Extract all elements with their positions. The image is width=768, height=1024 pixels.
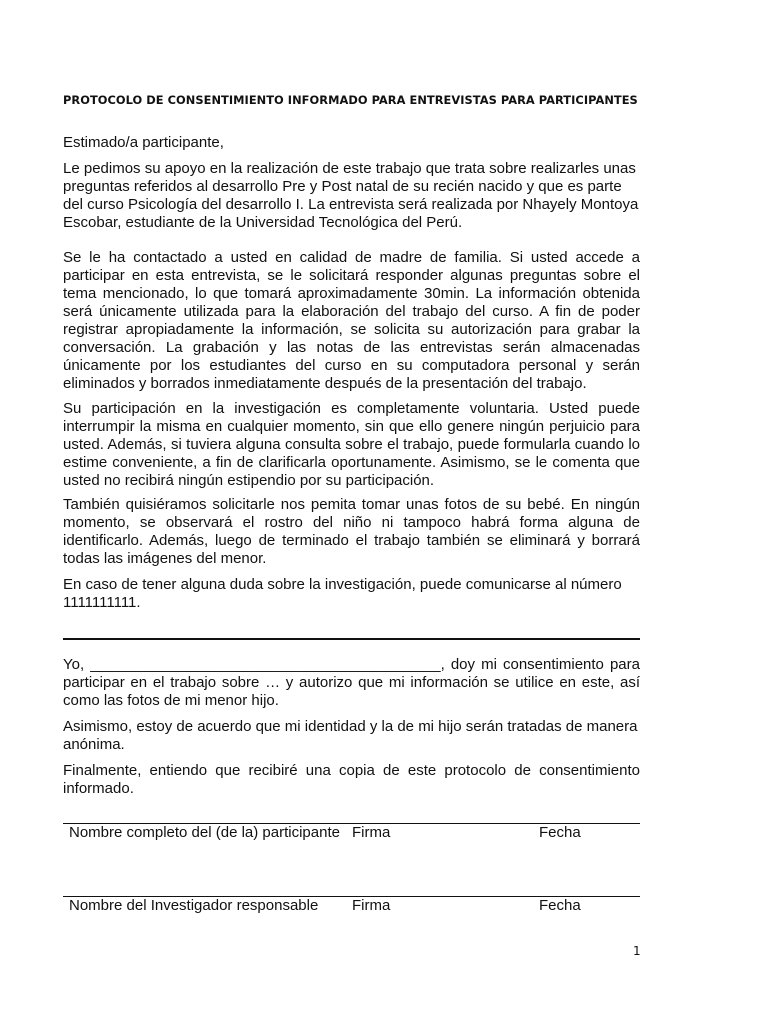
participant-signature-label: Firma	[352, 824, 391, 841]
document-title: PROTOCOLO DE CONSENTIMIENTO INFORMADO PARA ENTREVISTAS PARA PARTICIPANTES	[63, 93, 638, 107]
participant-name-label: Nombre completo del (de la) participante	[69, 824, 340, 841]
researcher-date-label: Fecha	[539, 897, 581, 914]
paragraph-photos: También quisiéramos solicitarle nos pemita tomar unas fotos de su bebé. En ningún momento, se observará el rostro del niño ni tampoco habrá forma alguna de identificarlo. Además, luego de terminado el trabajo también se eliminará y borrará todas las imágenes del menor.	[63, 496, 640, 567]
page-number: 1	[633, 944, 641, 958]
researcher-signature-label: Firma	[352, 897, 391, 914]
consent-anonymity: Asimismo, estoy de acuerdo que mi identidad y la de mi hijo serán tratadas de manera anónima.	[63, 718, 638, 753]
consent-copy: Finalmente, entiendo que recibiré una copia de este protocolo de consentimiento informado.	[63, 762, 640, 797]
researcher-name-label: Nombre del Investigador responsable	[69, 897, 319, 914]
participant-date-label: Fecha	[539, 824, 581, 841]
paragraph-voluntary: Su participación en la investigación es completamente voluntaria. Usted puede interrumpir la misma en cualquier momento, sin que ello genere ningún perjuicio para usted. Además, si tuviera alguna consulta sobre el trabajo, puede formularla cuando lo estime conveniente, a fin de clarificarla oportunamente. Asimismo, se le comenta que usted no recibirá ningún estipendio por su participación.	[63, 400, 640, 489]
paragraph-contact-number: En caso de tener alguna duda sobre la investigación, puede comunicarse al número 1111111111.	[63, 576, 622, 611]
paragraph-intro: Le pedimos su apoyo en la realización de este trabajo que trata sobre realizarles unas preguntas referidos al desarrollo Pre y Post natal de su recién nacido y que es parte del curso Psicología del desarrollo I. La entrevista será realizada por Nhayely Montoya Escobar, estudiante de la Universidad Tecnológica del Perú.	[63, 160, 639, 231]
consent-statement: Yo, __________________________________________, doy mi consentimiento para participar en el trabajo sobre … y autorizo que mi información se utilice en este, así como las fotos de mi menor hijo.	[63, 656, 640, 709]
greeting: Estimado/a participante,	[63, 134, 224, 151]
section-divider	[63, 638, 640, 640]
paragraph-contact: Se le ha contactado a usted en calidad de madre de familia. Si usted accede a participar en esta entrevista, se le solicitará responder algunas preguntas sobre el tema mencionado, lo que tomará aproximadamente 30min. La información obtenida será únicamente utilizada para la elaboración del trabajo del curso. A fin de poder registrar apropiadamente la información, se solicita su autorización para grabar la conversación. La grabación y las notas de las entrevistas serán almacenadas únicamente por los estudiantes del curso en su computadora personal y serán eliminados y borrados inmediatamente después de la presentación del trabajo.	[63, 249, 640, 392]
